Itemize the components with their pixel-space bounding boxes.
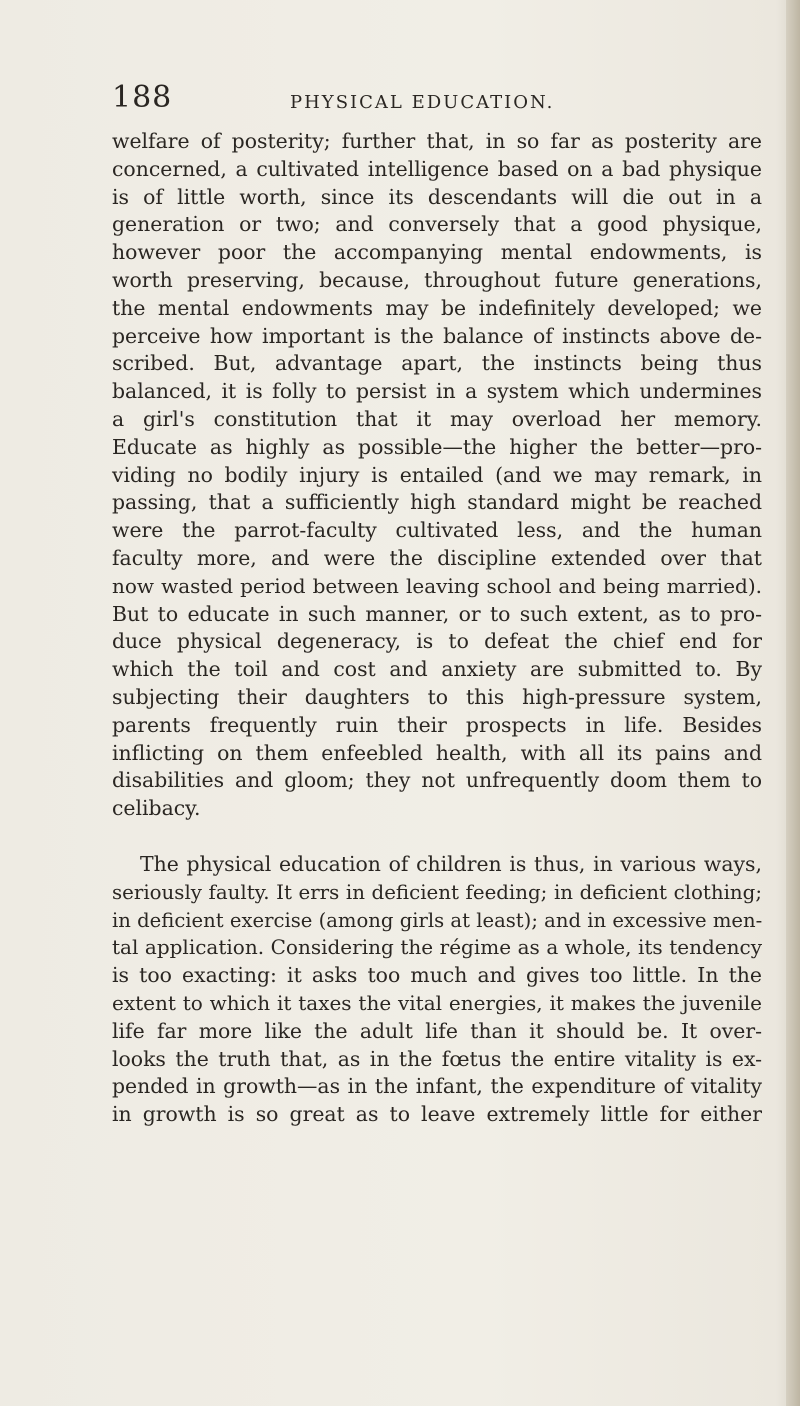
text-line: were the parrot-faculty cultivated less, and the human [112,518,762,543]
text-line: the mental endowments may be indefinitely developed; we [112,295,762,320]
text-line: duce physical degeneracy, is to defeat the chief end for [112,629,762,654]
text-line: life far more like the adult life than it should be. It over- [112,1018,762,1043]
text-line: welfare of posterity; further that, in so far as posterity are [112,129,762,153]
text-line: inflicting on them enfeebled health, with all its pains and [112,740,762,765]
text-line: viding no bodily injury is entailed (and we may remark, in [112,462,762,487]
paragraph-1 [112,128,762,823]
text-line: now wasted period between leaving school and being married). [112,573,762,598]
text-line: passing, that a sufficiently high standard might be reached [112,490,762,515]
text-line: concerned, a cultivated intelligence based on a bad physique [112,156,762,181]
text-line: subjecting their daughters to this high-pressure system, [112,684,762,709]
text-line: which the toil and cost and anxiety are submitted to. By [112,657,762,682]
text-line: seriously faulty. It errs in deficient feeding; in deficient clothing; [112,880,762,904]
text-line: But to educate in such manner, or to such extent, as to pro- [112,601,762,626]
text-line: generation or two; and conversely that a good physique, [112,212,762,237]
page-header [112,80,712,120]
text-line: is of little worth, since its descendants will die out in a [112,184,762,209]
text-line: faculty more, and were the discipline extended over that [112,545,762,570]
text-line: disabilities and gloom; they not unfrequently doom them to [112,768,762,793]
text-line: in deficient exercise (among girls at least); and in excessive men- [112,908,763,932]
text-line: perceive how important is the balance of instincts above de- [112,323,762,348]
paragraph-2 [112,851,762,1129]
text-line: pended in growth—as in the infant, the expenditure of vitality [112,1074,762,1099]
text-line: Educate as highly as possible—the higher the better—pro- [112,434,762,459]
running-head: PHYSICAL EDUCATION. [290,92,555,113]
text-line: worth preserving, because, throughout future generations, [112,267,762,292]
text-line: The physical education of children is thus, in various ways, [140,851,762,876]
text-line: a girl's constitution that it may overload her memory. [112,406,762,431]
text-line: extent to which it taxes the vital energies, it makes the juvenile [112,990,762,1015]
text-line: however poor the accompanying mental endowments, is [112,240,762,265]
page-edge [786,0,800,1406]
text-line: is too exacting: it asks too much and gives too little. In the [112,963,762,988]
text-line: celibacy. [112,796,201,821]
text-line: balanced, it is folly to persist in a system which undermines [112,379,762,404]
text-line: scribed. But, advantage apart, the instincts being thus [112,351,762,376]
text-line: parents frequently ruin their prospects in life. Besides [112,712,762,737]
text-line: looks the truth that, as in the fœtus the entire vitality is ex- [112,1046,762,1071]
text-line: tal application. Considering the régime as a whole, its tendency [112,935,762,960]
text-line: in growth is so great as to leave extremely little for either [112,1102,762,1127]
page-number: 188 [112,80,173,115]
body-text [112,128,762,1129]
